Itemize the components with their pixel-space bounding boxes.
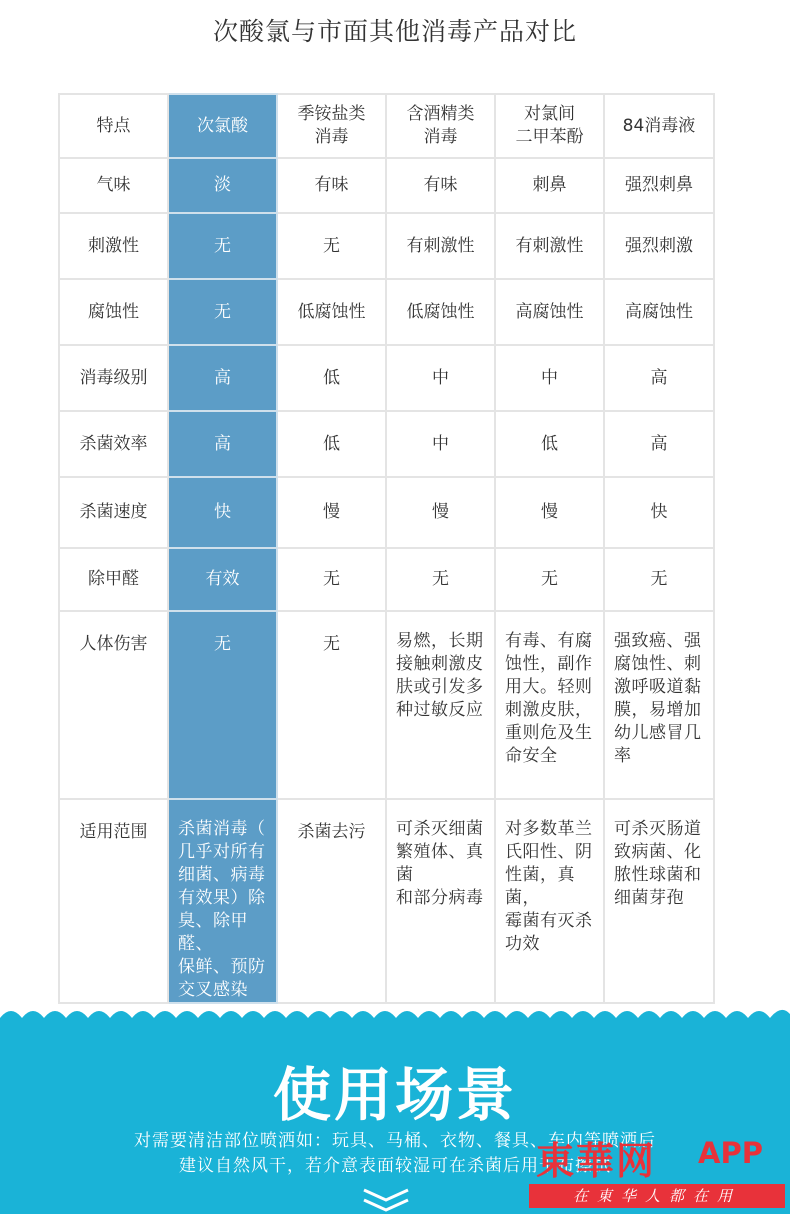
cell-highlight: 无 [168, 213, 277, 279]
cell: 低腐蚀性 [277, 279, 386, 345]
cell-highlight: 有效 [168, 548, 277, 611]
table-row [59, 345, 714, 411]
table-row [59, 611, 714, 799]
row-label: 除甲醛 [59, 548, 168, 611]
cell: 有味 [277, 158, 386, 213]
cell: 有味 [386, 158, 495, 213]
table-row [59, 548, 714, 611]
cell: 低腐蚀性 [386, 279, 495, 345]
header-alcohol: 含酒精类 消毒 [386, 94, 495, 158]
header-hypochlorous: 次氯酸 [168, 94, 277, 158]
banner-description-line-1: 对需要清洁部位喷洒如：玩具、马桶、衣物、餐具、车内等喷洒后 [134, 1131, 656, 1151]
cell: 低 [495, 411, 604, 477]
cell: 强烈刺激 [604, 213, 714, 279]
header-feature: 特点 [59, 94, 168, 158]
cell: 中 [495, 345, 604, 411]
cell-highlight: 无 [168, 279, 277, 345]
double-chevron-down-icon [360, 1186, 412, 1214]
watermark-slogan: 在東华人都在用 [529, 1184, 785, 1208]
cell: 中 [386, 345, 495, 411]
row-label: 适用范围 [59, 799, 168, 1003]
table-row [59, 279, 714, 345]
cell-highlight: 高 [168, 411, 277, 477]
row-label: 杀菌效率 [59, 411, 168, 477]
wave-divider [0, 1004, 790, 1034]
row-label: 人体伤害 [59, 611, 168, 799]
cell: 无 [495, 548, 604, 611]
cell: 强致癌、强 腐蚀性、刺 激呼吸道黏 膜，易增加 幼儿感冒几 率 [604, 611, 714, 799]
cell: 无 [604, 548, 714, 611]
row-label: 腐蚀性 [59, 279, 168, 345]
row-label: 消毒级别 [59, 345, 168, 411]
row-label: 杀菌速度 [59, 477, 168, 548]
header-84-disinfectant: 84消毒液 [604, 94, 714, 158]
row-label: 气味 [59, 158, 168, 213]
table-row [59, 799, 714, 1003]
banner-description-line-2: 建议自然风干，若介意表面较湿可在杀菌后用干布擦拭 [179, 1156, 611, 1176]
cell: 高 [604, 345, 714, 411]
cell: 有毒、有腐 蚀性，副作 用大。轻则 刺激皮肤， 重则危及生 命安全 [495, 611, 604, 799]
cell: 低 [277, 411, 386, 477]
cell: 高 [604, 411, 714, 477]
watermark-logo: 東華网 [536, 1139, 657, 1183]
banner-title: 使用场景 [272, 1061, 517, 1129]
cell-highlight: 无 [168, 611, 277, 799]
comparison-table [58, 93, 715, 1004]
table-row [59, 477, 714, 548]
cell: 高腐蚀性 [495, 279, 604, 345]
cell: 中 [386, 411, 495, 477]
cell: 低 [277, 345, 386, 411]
table-row [59, 411, 714, 477]
cell-highlight: 淡 [168, 158, 277, 213]
cell-highlight: 快 [168, 477, 277, 548]
cell: 无 [277, 548, 386, 611]
header-quaternary-ammonium: 季铵盐类 消毒 [277, 94, 386, 158]
cell: 易燃，长期 接触刺激皮 肤或引发多 种过敏反应 [386, 611, 495, 799]
cell: 有刺激性 [495, 213, 604, 279]
cell: 无 [386, 548, 495, 611]
cell: 可杀灭肠道 致病菌、化 脓性球菌和 细菌芽孢 [604, 799, 714, 1003]
cell: 可杀灭细菌 繁殖体、真菌 和部分病毒 [386, 799, 495, 1003]
cell: 杀菌去污 [277, 799, 386, 1003]
cell: 快 [604, 477, 714, 548]
cell: 强烈刺鼻 [604, 158, 714, 213]
table-row [59, 213, 714, 279]
watermark-app-label: APP [698, 1136, 763, 1170]
cell: 对多数革兰 氏阳性、阴 性菌，真菌， 霉菌有灭杀 功效 [495, 799, 604, 1003]
cell: 刺鼻 [495, 158, 604, 213]
page-title: 次酸氯与市面其他消毒产品对比 [212, 17, 577, 46]
table-header-row [59, 94, 714, 158]
table-row [59, 158, 714, 213]
cell: 慢 [386, 477, 495, 548]
cell: 有刺激性 [386, 213, 495, 279]
cell-highlight: 高 [168, 345, 277, 411]
cell: 无 [277, 611, 386, 799]
cell: 慢 [277, 477, 386, 548]
cell: 无 [277, 213, 386, 279]
cell: 慢 [495, 477, 604, 548]
row-label: 刺激性 [59, 213, 168, 279]
header-pcmx: 对氯间 二甲苯酚 [495, 94, 604, 158]
cell-highlight: 杀菌消毒（ 几乎对所有 细菌、病毒 有效果）除 臭、除甲醛、 保鲜、预防 交叉感染 [168, 799, 277, 1003]
cell: 高腐蚀性 [604, 279, 714, 345]
